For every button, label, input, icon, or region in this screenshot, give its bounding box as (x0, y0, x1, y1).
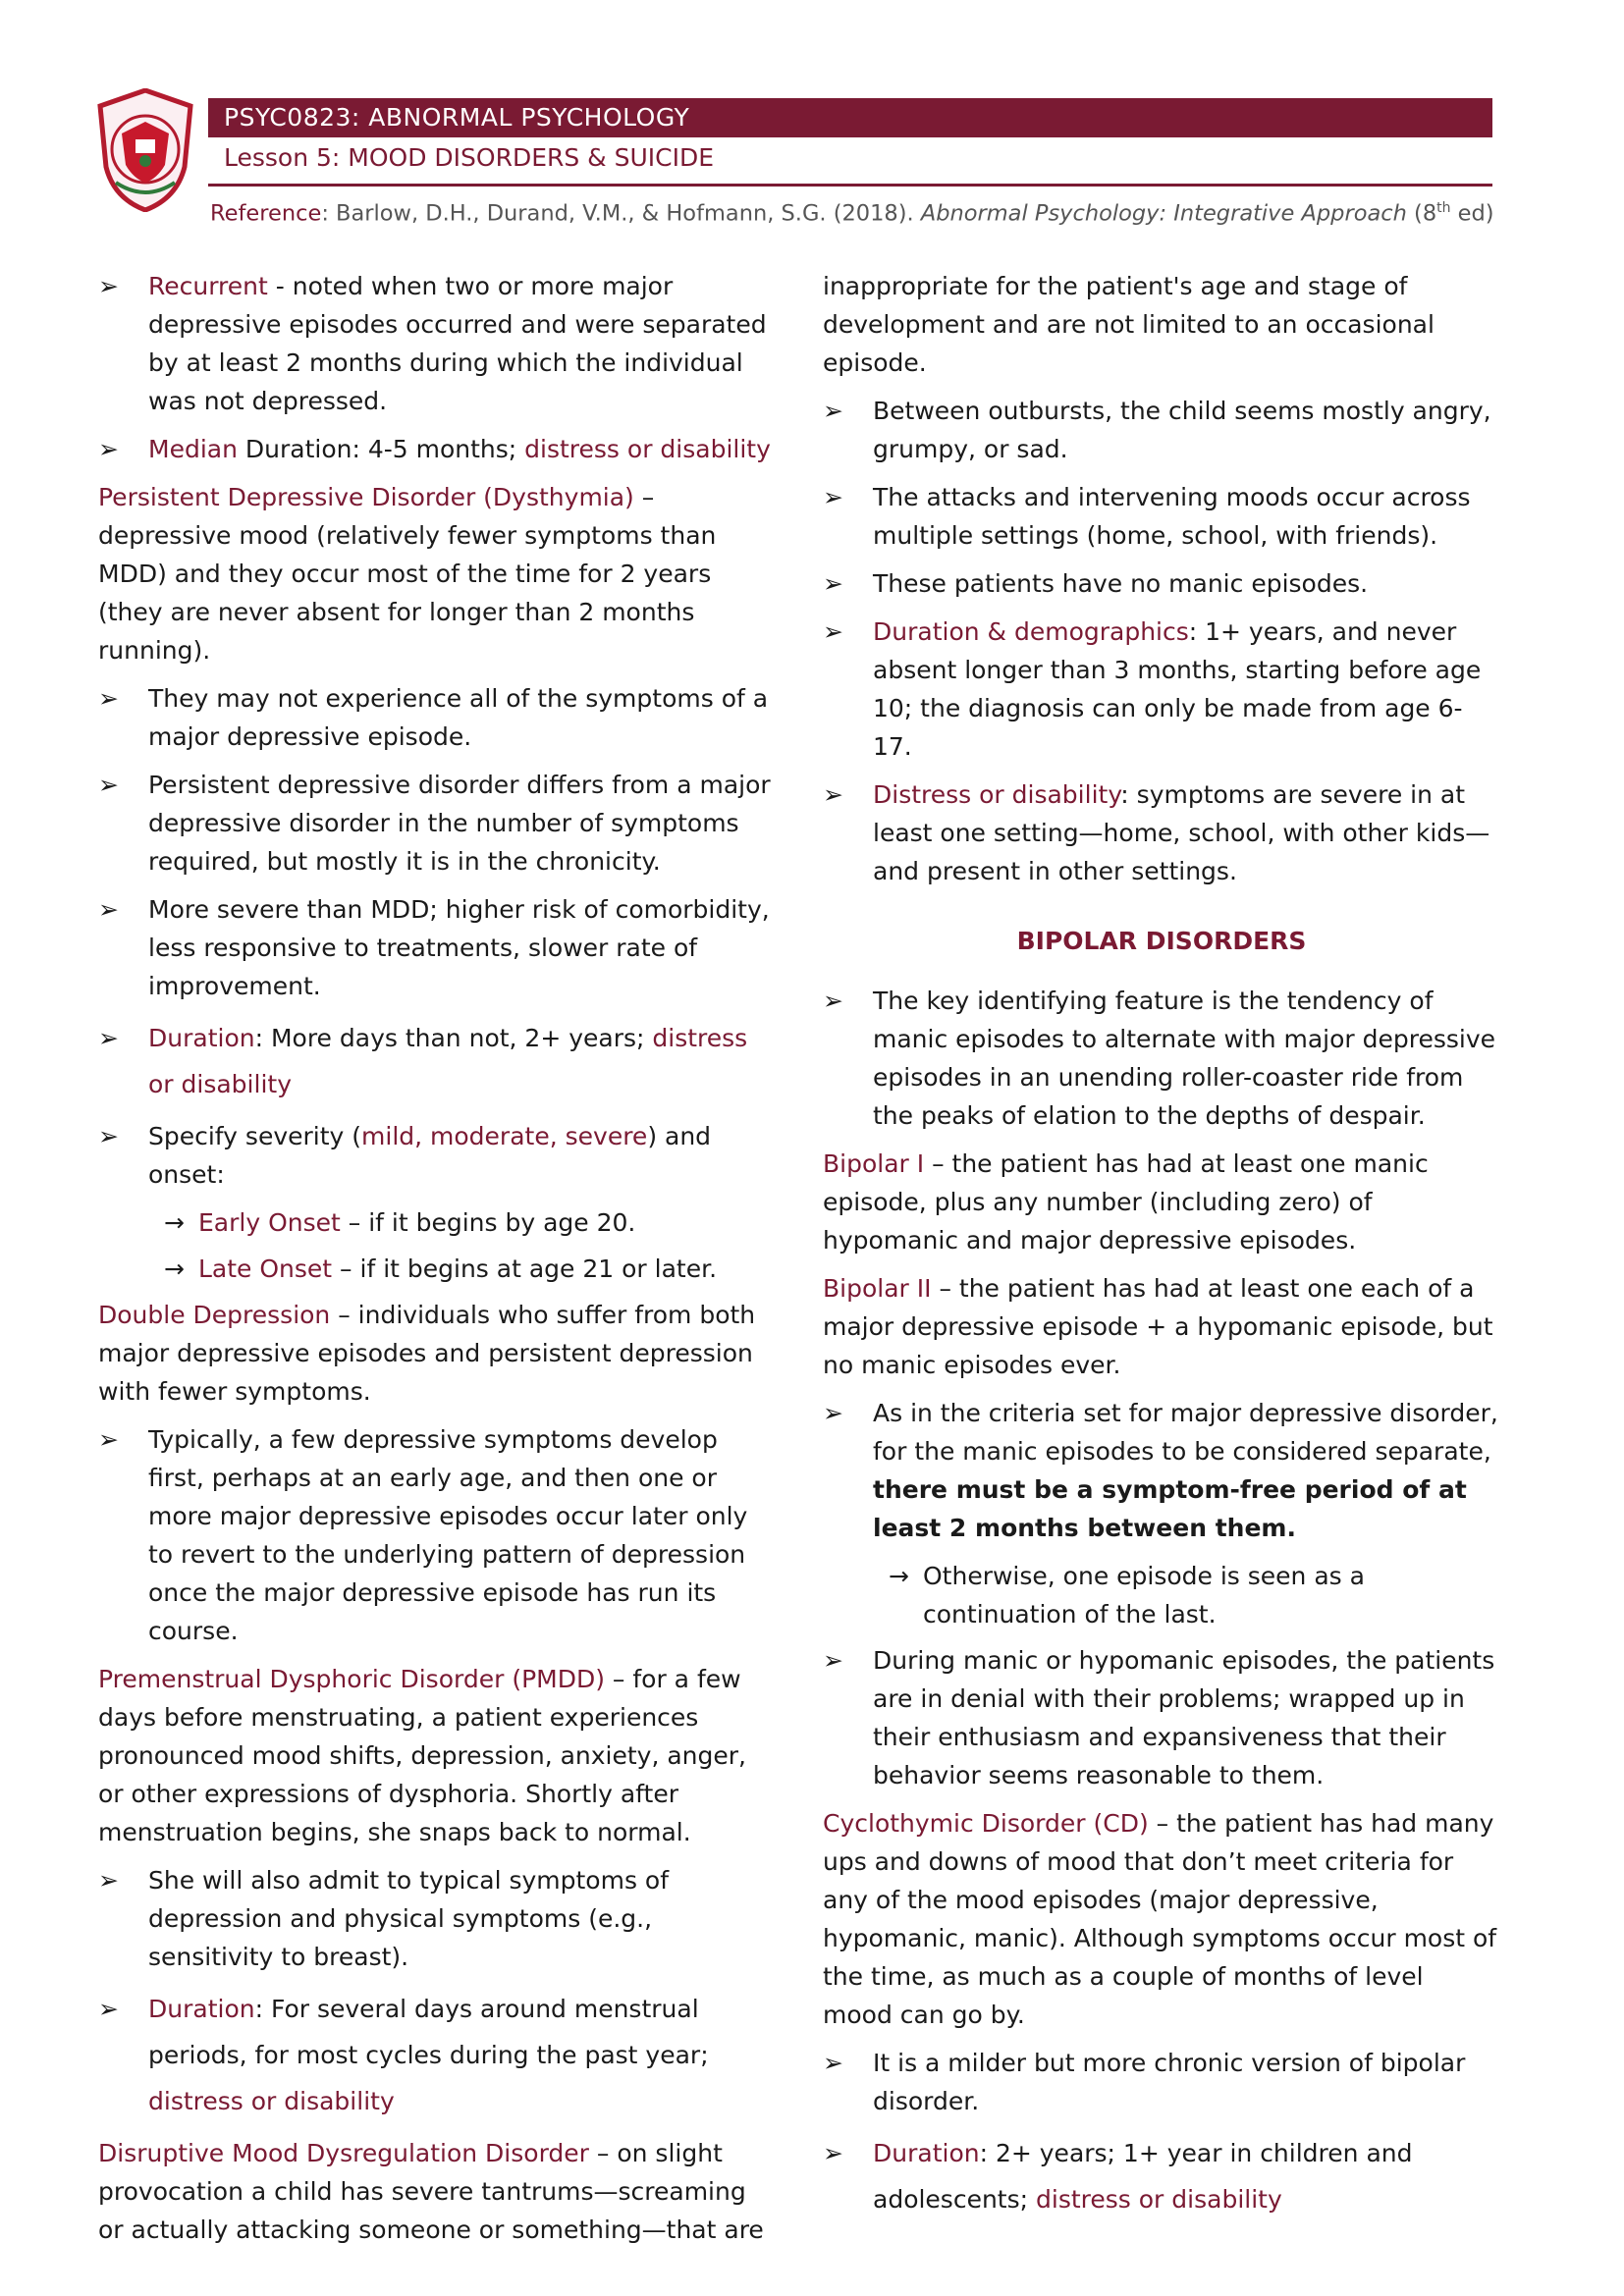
list-item: ➢ Between outbursts, the child seems mostly angry, grumpy, or sad. (823, 392, 1500, 468)
list-item: ➢ Specify severity (mild, moderate, severe) and onset: (98, 1117, 776, 1194)
list-item: ➢ During manic or hypomanic episodes, the patients are in denial with their problems; wrapped up in their enthusiasm and expansiveness that their behavior seems reasonable to them. (823, 1641, 1500, 1794)
dmdd-continuation: inappropriate for the patient's age and stage of development and are not limited to an occasional episode. (823, 272, 1435, 377)
bullet-arrow-icon: ➢ (98, 1425, 119, 1454)
bullet-arrow-icon: ➢ (823, 483, 843, 511)
bullet-arrow-icon: ➢ (98, 684, 119, 713)
bullet-arrow-icon: ➢ (823, 1399, 843, 1427)
list-item: ➢ Typically, a few depressive symptoms develop first, perhaps at an early age, and then one or more major depressive episodes occur later only to revert to the underlying pattern of depression once the major depressive episode has run its course. (98, 1420, 776, 1650)
bullet-arrow-icon: ➢ (823, 569, 843, 598)
sub-list-item: → Otherwise, one episode is seen as a continuation of the last. (823, 1557, 1500, 1633)
bullet-arrow-icon: ➢ (823, 987, 843, 1015)
sub-list-item: → Early Onset – if it begins by age 20. (98, 1203, 776, 1242)
definition-pmdd: Premenstrual Dysphoric Disorder (PMDD) – for a few days before menstruating, a patient experiences pronounced mood shifts, depression, anxiety, anger, or other expressions of dysphoria. Shortly after menstruation begins, she snaps back to normal. (98, 1665, 746, 1846)
definition-cyclothymic-disorder: Cyclothymic Disorder (CD) – the patient has had many ups and downs of mood that don’t meet criteria for any of the mood episodes (major depressive, hypomanic, manic). Although symptoms occur most of the time, as much as a couple of months of level mood can go by. (823, 1809, 1497, 2029)
definition-dmdd: Disruptive Mood Dysregulation Disorder – on slight provocation a child has severe tantrums—screaming or actually attacking someone or something—that are (98, 2139, 764, 2244)
bullet-arrow-icon: ➢ (823, 2139, 843, 2167)
list-item: ➢ These patients have no manic episodes. (823, 564, 1500, 603)
list-item: ➢ It is a milder but more chronic version of bipolar disorder. (823, 2044, 1500, 2120)
bullet-arrow-icon: ➢ (98, 435, 119, 463)
left-column (98, 267, 776, 2259)
list-item: ➢ Median Duration: 4-5 months; distress or disability (98, 430, 776, 468)
right-arrow-icon: → (164, 1208, 185, 1237)
right-arrow-icon: → (164, 1255, 185, 1283)
section-heading-bipolar: BIPOLAR DISORDERS (1016, 927, 1307, 955)
right-arrow-icon: → (889, 1562, 909, 1590)
list-item: ➢ The key identifying feature is the tendency of manic episodes to alternate with major depressive episodes in an unending roller-coaster ride from the peaks of elation to the depths of despair. (823, 982, 1500, 1135)
bullet-arrow-icon: ➢ (823, 1646, 843, 1675)
bullet-arrow-icon: ➢ (98, 1866, 119, 1895)
bullet-arrow-icon: ➢ (98, 272, 119, 300)
reference-line: Reference: Barlow, D.H., Durand, V.M., & Hofmann, S.G. (2018). Abnormal Psychology: Integrative Approach (8th ed) (210, 200, 1494, 227)
definition-persistent-depressive-disorder: Persistent Depressive Disorder (Dysthymia) – depressive mood (relatively fewer symptoms than MDD) and they occur most of the time for 2 years (they are never absent for longer than 2 months running). (98, 483, 717, 665)
list-item: ➢ Duration: More days than not, 2+ years; distress or disability (98, 1015, 776, 1107)
lesson-title: Lesson 5: MOOD DISORDERS & SUICIDE (224, 143, 715, 172)
list-item: ➢ Duration & demographics: 1+ years, and never absent longer than 3 months, starting before age 10; the diagnosis can only be made from age 6-17. (823, 613, 1500, 766)
course-title: PSYC0823: ABNORMAL PSYCHOLOGY (224, 103, 690, 132)
right-column (823, 267, 1500, 2232)
bullet-arrow-icon: ➢ (823, 397, 843, 425)
bullet-arrow-icon: ➢ (98, 1122, 119, 1150)
list-item: ➢ The attacks and intervening moods occur across multiple settings (home, school, with friends). (823, 478, 1500, 555)
university-seal-logo (96, 88, 194, 212)
list-item: ➢ They may not experience all of the symptoms of a major depressive episode. (98, 679, 776, 756)
sub-list-item: → Late Onset – if it begins at age 21 or later. (98, 1250, 776, 1288)
bullet-arrow-icon: ➢ (98, 1024, 119, 1052)
bullet-arrow-icon: ➢ (823, 2049, 843, 2077)
list-item: ➢ Duration: For several days around menstrual periods, for most cycles during the past year; distress or disability (98, 1986, 776, 2124)
header-divider (208, 184, 1492, 187)
reference-label: Reference (210, 200, 322, 227)
definition-bipolar-ii: Bipolar II – the patient has had at least one each of a major depressive episode + a hypomanic episode, but no manic episodes ever. (823, 1274, 1493, 1379)
list-item: ➢ Distress or disability: symptoms are severe in at least one setting—home, school, with other kids—and present in other settings. (823, 775, 1500, 890)
bullet-arrow-icon: ➢ (823, 617, 843, 646)
bullet-arrow-icon: ➢ (98, 1995, 119, 2023)
list-item: ➢ More severe than MDD; higher risk of comorbidity, less responsive to treatments, slower rate of improvement. (98, 890, 776, 1005)
definition-bipolar-i: Bipolar I – the patient has had at least one manic episode, plus any number (including zero) of hypomanic and major depressive episodes. (823, 1149, 1429, 1255)
bullet-arrow-icon: ➢ (98, 895, 119, 924)
reference-book-title: Abnormal Psychology: Integrative Approach (920, 200, 1407, 227)
bullet-arrow-icon: ➢ (98, 771, 119, 799)
bullet-arrow-icon: ➢ (823, 780, 843, 809)
course-title-bar (208, 98, 1492, 137)
list-item: ➢ She will also admit to typical symptoms of depression and physical symptoms (e.g., sensitivity to breast). (98, 1861, 776, 1976)
list-item: ➢ As in the criteria set for major depressive disorder, for the manic episodes to be considered separate, there must be a symptom-free period of at least 2 months between them. (823, 1394, 1500, 1547)
list-item: ➢ Recurrent - noted when two or more major depressive episodes occurred and were separated by at least 2 months during which the individual was not depressed. (98, 267, 776, 420)
list-item: ➢ Duration: 2+ years; 1+ year in children and adolescents; distress or disability (823, 2130, 1500, 2222)
definition-double-depression: Double Depression – individuals who suffer from both major depressive episodes and persistent depression with fewer symptoms. (98, 1301, 756, 1406)
list-item: ➢ Persistent depressive disorder differs from a major depressive disorder in the number of symptoms required, but mostly it is in the chronicity. (98, 766, 776, 881)
